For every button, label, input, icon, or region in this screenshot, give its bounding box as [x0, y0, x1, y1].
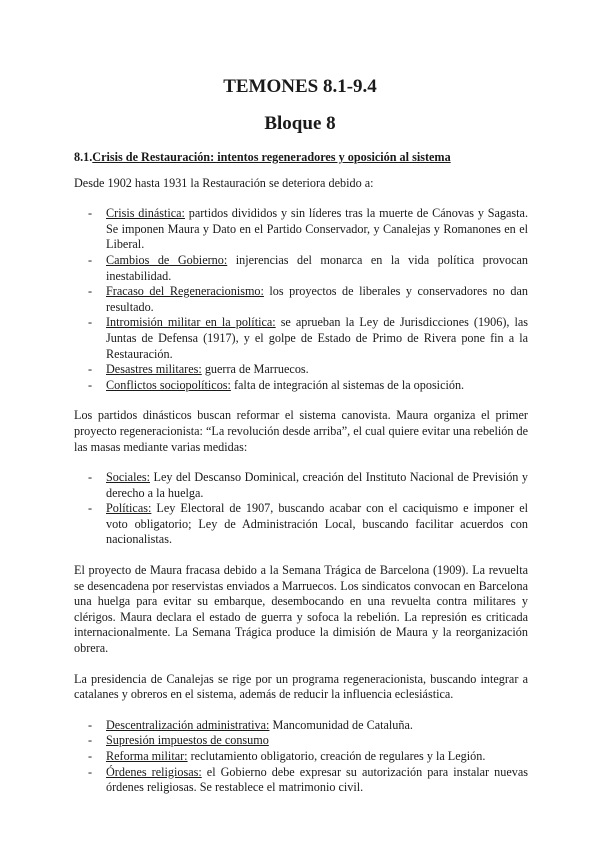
section-number: 8.1.	[74, 150, 93, 164]
list-item	[74, 253, 528, 284]
item-text: partidos divididos y sin líderes tras la muerte de Cánovas y Sagasta. Se imponen Maura y Dato en el Partido Conservador, y Canalejas y Romanones en el Liberal.	[106, 206, 528, 252]
section-heading-text: Crisis de Restauración: intentos regeneradores y oposición al sistema	[92, 150, 451, 164]
item-term: Sociales:	[106, 470, 151, 485]
item-text: reclutamiento obligatorio, creación de regulares y la Legión.	[187, 749, 486, 763]
item-term: Supresión impuestos de consumo	[106, 733, 269, 748]
item-term: Crisis dinástica:	[106, 206, 185, 221]
section-heading	[74, 150, 528, 166]
dash-marker: -	[88, 470, 93, 485]
dash-marker: -	[88, 315, 93, 330]
list-item	[74, 718, 528, 734]
semana-tragica-paragraph: El proyecto de Maura fracasa debido a la Semana Trágica de Barcelona (1909). La revuelta se desencadena por reservistas enviados a Marruecos. Los sindicatos convocan en Barcelona una huelga para evitar su embarque, desembocando en una revuelta contra militares y clérigos. Maura declara el estado de guerra y sofoca la rebelión. La represión es criticada internacionalmente. La Semana Trágica produce la dimisión de Maura y la reorganización obrera.	[74, 563, 528, 656]
canalejas-paragraph: La presidencia de Canalejas se rige por un programa regeneracionista, buscando integrar a catalanes y obreros en el sistema, además de reducir la influencia eclesiástica.	[74, 671, 528, 702]
item-text: Mancomunidad de Cataluña.	[269, 717, 413, 732]
list-item	[74, 284, 528, 315]
item-text: el Gobierno debe expresar su autorización para instalar nuevas órdenes religiosas. Se restablece el matrimonio civil.	[106, 764, 528, 795]
dash-marker: -	[88, 206, 93, 221]
list-item	[74, 315, 528, 362]
document-body	[74, 150, 528, 811]
maura-measures-list	[74, 470, 528, 548]
item-term: Órdenes religiosas:	[106, 764, 202, 779]
intro-paragraph: Desde 1902 hasta 1931 la Restauración se deteriora debido a:	[74, 175, 374, 190]
dash-marker: -	[88, 377, 93, 392]
item-term: Intromisión militar en la política:	[106, 315, 276, 330]
item-text: los proyectos de liberales y conservadores no dan resultado.	[106, 284, 528, 314]
dash-marker: -	[88, 717, 93, 732]
item-text: Ley Electoral de 1907, buscando acabar con el caciquismo e imponer el voto obligatorio; Ley de Administración Local, buscando facilitar acuerdos con nacionalistas.	[106, 501, 528, 547]
dash-marker: -	[88, 252, 93, 267]
item-text: Ley del Descanso Dominical, creación del Instituto Nacional de Previsión y derecho a la huelga.	[106, 470, 528, 500]
block-title: Bloque 8	[264, 113, 336, 134]
page-title: TEMONES 8.1-9.4	[223, 76, 377, 97]
item-term: Descentralización administrativa:	[106, 717, 270, 732]
item-text: falta de integración al sistemas de la oposición.	[230, 377, 465, 392]
list-item	[74, 378, 528, 394]
list-item	[74, 765, 528, 796]
causes-list	[74, 206, 528, 393]
list-item	[74, 733, 528, 749]
dash-marker: -	[88, 501, 93, 516]
item-term: Conflictos sociopolíticos:	[106, 377, 231, 392]
item-text: se aprueban la Ley de Jurisdicciones (1906), las Juntas de Defensa (1917), y el golpe de Estado de Primo de Rivera pone fin a la Restauración.	[106, 315, 528, 361]
dash-marker: -	[88, 362, 93, 377]
list-item	[74, 362, 528, 378]
item-text: injerencias del monarca en la vida política provocan inestabilidad.	[106, 252, 528, 283]
list-item	[74, 470, 528, 501]
item-text: guerra de Marruecos.	[201, 362, 309, 377]
dash-marker: -	[88, 733, 93, 748]
canalejas-measures-list	[74, 718, 528, 796]
item-term: Cambios de Gobierno:	[106, 252, 228, 267]
item-term: Desastres militares:	[106, 362, 202, 377]
list-item	[74, 501, 528, 548]
dash-marker: -	[88, 764, 93, 779]
maura-paragraph: Los partidos dinásticos buscan reformar el sistema canovista. Maura organiza el primer proyecto regeneracionista: “La revolución desde arriba”, el cual quiere evitar una rebelión de las masas mediante varias medidas:	[74, 408, 528, 454]
dash-marker: -	[88, 749, 93, 763]
item-term: Reforma militar:	[106, 749, 188, 763]
list-item	[74, 206, 528, 253]
item-term: Fracaso del Regeneracionismo:	[106, 284, 264, 299]
list-item	[74, 749, 528, 765]
item-term: Políticas:	[106, 501, 152, 516]
dash-marker: -	[88, 284, 93, 299]
